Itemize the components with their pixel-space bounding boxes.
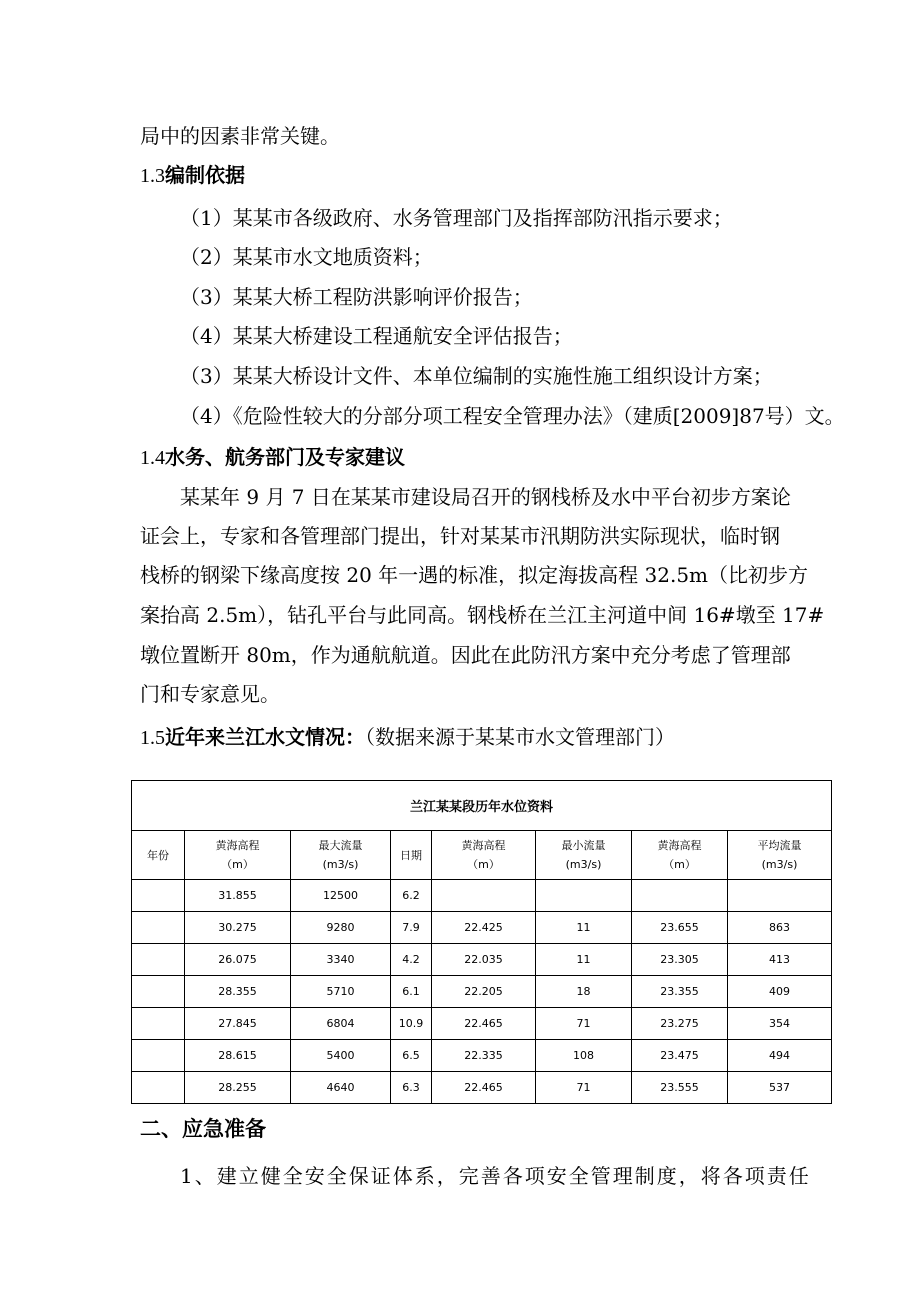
table-cell: 22.205	[432, 976, 536, 1008]
col-header-year: 年份	[132, 831, 185, 880]
col-header-max-flow: 最大流量 (m3/s)	[291, 831, 391, 880]
table-cell: 30.275	[185, 912, 291, 944]
table-row	[132, 1008, 832, 1040]
paragraph-line: 1、建立健全安全保证体系，完善各项安全管理制度，将各项责任	[180, 1164, 811, 1188]
table-cell: 5400	[291, 1040, 391, 1072]
table-cell	[132, 976, 185, 1008]
table-cell	[132, 944, 185, 976]
table-cell: 108	[536, 1040, 632, 1072]
table-cell	[632, 880, 728, 912]
section-2-heading: 二、应急准备	[140, 1117, 266, 1141]
table-row	[132, 912, 832, 944]
table-cell	[432, 880, 536, 912]
table-cell	[132, 880, 185, 912]
section-number: 1.4	[140, 447, 165, 469]
basis-item: （3）某某大桥设计文件、本单位编制的实施性施工组织设计方案；	[180, 364, 773, 388]
table-cell: 10.9	[391, 1008, 432, 1040]
table-cell: 354	[728, 1008, 832, 1040]
paragraph-line: 栈桥的钢梁下缘高度按 20 年一遇的标准，拟定海拔高程 32.5m（比初步方	[140, 563, 809, 587]
section-title: 水务、航务部门及专家建议	[165, 445, 405, 469]
paragraph-line: 案抬高 2.5m），钻孔平台与此同高。钢栈桥在兰江主河道中间 16#墩至 17#	[140, 603, 825, 627]
section-number: 1.5	[140, 727, 165, 749]
table-cell	[132, 912, 185, 944]
basis-item: （4）《危险性较大的分部分项工程安全管理办法》（建质[2009]87号）文。	[180, 404, 845, 428]
paragraph-line: 某某年 9 月 7 日在某某市建设局召开的钢栈桥及水中平台初步方案论	[180, 485, 791, 509]
table-cell: 22.425	[432, 912, 536, 944]
table-cell: 6.2	[391, 880, 432, 912]
table-cell: 537	[728, 1072, 832, 1104]
table-cell: 6.5	[391, 1040, 432, 1072]
table-row	[132, 944, 832, 976]
intro-tail-text: 局中的因素非常关键。	[140, 124, 340, 148]
table-cell: 4640	[291, 1072, 391, 1104]
section-title: 编制依据	[165, 163, 245, 187]
section-number: 1.3	[140, 165, 165, 187]
table-cell: 863	[728, 912, 832, 944]
table-cell: 71	[536, 1072, 632, 1104]
table-cell: 22.035	[432, 944, 536, 976]
table-cell: 4.2	[391, 944, 432, 976]
table-header-row	[132, 831, 832, 880]
table-cell: 6.1	[391, 976, 432, 1008]
paragraph-line: 证会上，专家和各管理部门提出，针对某某市汛期防洪实际现状，临时钢	[140, 524, 780, 548]
table-cell: 28.615	[185, 1040, 291, 1072]
table-cell: 18	[536, 976, 632, 1008]
table-cell	[536, 880, 632, 912]
table-cell	[132, 1008, 185, 1040]
col-header-elevation-min: 黄海高程 （m）	[432, 831, 536, 880]
table-cell: 6804	[291, 1008, 391, 1040]
table-row	[132, 976, 832, 1008]
table-cell: 11	[536, 944, 632, 976]
table-cell: 23.275	[632, 1008, 728, 1040]
table-cell	[132, 1040, 185, 1072]
data-source-note: （数据来源于某某市水文管理部门）	[365, 725, 675, 749]
section-title: 近年来兰江水文情况：	[165, 725, 365, 749]
table-row	[132, 1072, 832, 1104]
col-header-min-flow: 最小流量 (m3/s)	[536, 831, 632, 880]
col-header-date: 日期	[391, 831, 432, 880]
table-cell: 23.655	[632, 912, 728, 944]
table-cell: 11	[536, 912, 632, 944]
table-cell: 22.465	[432, 1008, 536, 1040]
table-cell: 26.075	[185, 944, 291, 976]
table-cell: 23.305	[632, 944, 728, 976]
table-cell: 31.855	[185, 880, 291, 912]
table-cell: 28.355	[185, 976, 291, 1008]
table-row	[132, 880, 832, 912]
table-row	[132, 1040, 832, 1072]
table-cell: 23.555	[632, 1072, 728, 1104]
table-cell: 6.3	[391, 1072, 432, 1104]
table-cell: 494	[728, 1040, 832, 1072]
table-cell	[132, 1072, 185, 1104]
water-level-table	[131, 780, 832, 1104]
table-cell: 9280	[291, 912, 391, 944]
table-cell: 5710	[291, 976, 391, 1008]
table-cell: 27.845	[185, 1008, 291, 1040]
basis-item: （1）某某市各级政府、水务管理部门及指挥部防汛指示要求；	[180, 206, 733, 230]
table-cell: 7.9	[391, 912, 432, 944]
table-cell: 409	[728, 976, 832, 1008]
col-header-elevation-avg: 黄海高程 （m）	[632, 831, 728, 880]
section-1-5-heading	[140, 723, 675, 752]
table-cell: 28.255	[185, 1072, 291, 1104]
basis-item: （4）某某大桥建设工程通航安全评估报告；	[180, 324, 573, 348]
table-title: 兰江某某段历年水位资料	[132, 781, 832, 831]
table-cell: 23.355	[632, 976, 728, 1008]
col-header-avg-flow: 平均流量 (m3/s)	[728, 831, 832, 880]
basis-item: （3）某某大桥工程防洪影响评价报告；	[180, 285, 533, 309]
section-1-3-heading	[140, 161, 245, 190]
table-cell: 22.465	[432, 1072, 536, 1104]
table-cell: 12500	[291, 880, 391, 912]
basis-item: （2）某某市水文地质资料；	[180, 245, 433, 269]
table-cell: 3340	[291, 944, 391, 976]
table-cell: 413	[728, 944, 832, 976]
table-cell	[728, 880, 832, 912]
table-cell: 22.335	[432, 1040, 536, 1072]
table-cell: 71	[536, 1008, 632, 1040]
section-1-4-heading	[140, 443, 405, 472]
col-header-elevation-max: 黄海高程 （m）	[185, 831, 291, 880]
paragraph-line: 门和专家意见。	[140, 682, 280, 706]
table-cell: 23.475	[632, 1040, 728, 1072]
paragraph-line: 墩位置断开 80m，作为通航航道。因此在此防汛方案中充分考虑了管理部	[140, 643, 791, 667]
